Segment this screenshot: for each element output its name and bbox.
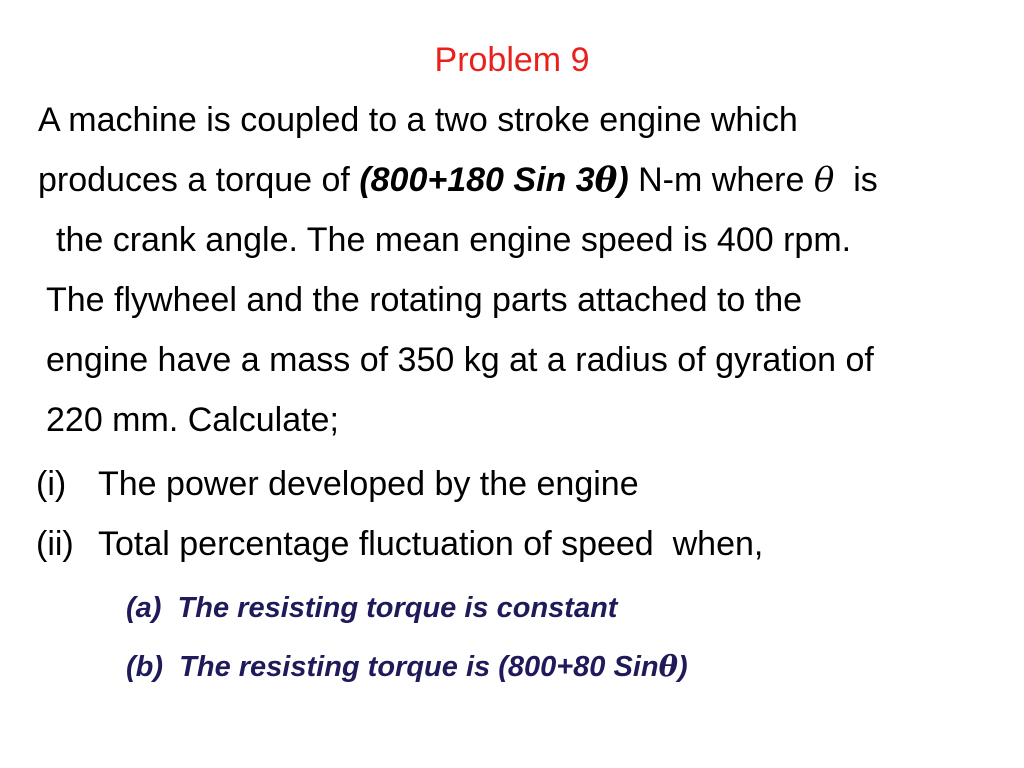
item-text: The power developed by the engine — [98, 465, 639, 503]
slide-title: Problem 9 — [434, 41, 590, 79]
item-number: (ii) — [36, 525, 74, 563]
torque-formula-start: (800+180 Sin 3 — [359, 161, 595, 199]
problem-text: A machine is coupled to a two stroke engine which — [38, 101, 798, 139]
problem-line-6 — [46, 398, 339, 442]
torque-formula-end: ) — [617, 161, 629, 199]
problem-line-3 — [56, 218, 851, 262]
theta-symbol: θ — [658, 649, 678, 683]
list-item — [36, 462, 639, 506]
sub-item-text: (b) The resisting torque is (800+80 Sin — [126, 651, 659, 683]
problem-text: the crank angle. The mean engine speed is 400 rpm. — [56, 221, 852, 259]
problem-text: produces a torque of — [38, 161, 360, 199]
problem-text: 220 mm. Calculate; — [46, 401, 339, 439]
problem-text: is — [834, 161, 878, 199]
problem-line-2 — [38, 158, 878, 202]
item-number: (i) — [36, 465, 67, 503]
problem-text: engine have a mass of 350 kg at a radius of gyration of — [46, 341, 874, 379]
problem-text: N-m where — [628, 161, 814, 199]
list-item — [36, 522, 763, 566]
sub-item-text: ) — [677, 651, 688, 683]
theta-symbol: θ — [594, 160, 618, 200]
sub-item-a — [126, 588, 617, 628]
sub-item-b — [126, 646, 688, 687]
problem-line-1 — [38, 98, 798, 142]
problem-text: The flywheel and the rotating parts attached to the — [46, 281, 803, 319]
sub-item-text: (a) The resisting torque is constant — [126, 592, 618, 624]
problem-line-4 — [46, 278, 802, 322]
item-text: Total percentage fluctuation of speed when, — [98, 525, 764, 563]
torque-formula — [359, 161, 628, 199]
theta-symbol: θ — [813, 160, 835, 200]
problem-line-5 — [46, 338, 874, 382]
